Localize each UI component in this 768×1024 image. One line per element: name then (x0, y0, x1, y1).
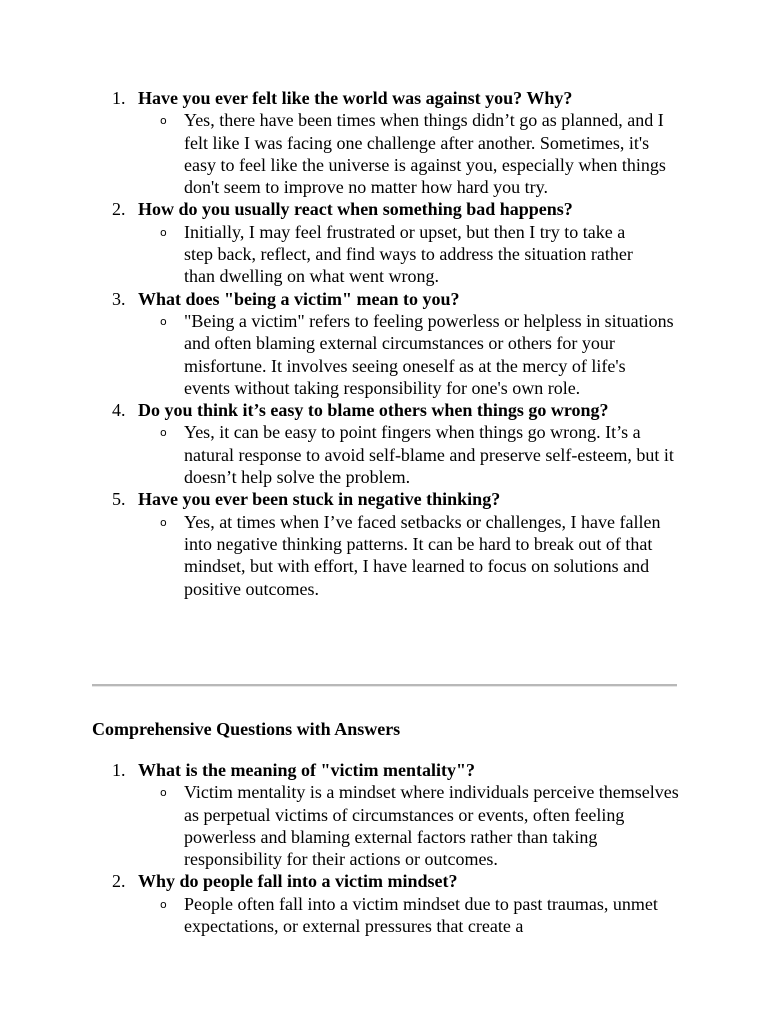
question-item-2 (0, 198, 768, 287)
question-number: 1. (112, 88, 126, 108)
question-number: 4. (112, 400, 126, 421)
bullet-icon: o (160, 897, 167, 911)
answer-text: Yes, at times when I’ve faced setbacks or challenges, I have fallen into negative thinking patterns. It can be hard to break out of that mindset, but with effort, I have learned to focus on solutions and positive outcomes. (184, 511, 661, 599)
answer-item (0, 310, 768, 399)
answer-item (0, 511, 768, 600)
answer-item (0, 109, 768, 198)
answer-text: Victim mentality is a mindset where individuals perceive themselves as perpetual victims of circumstances or events, often feeling powerless and blaming external factors rather than taking responsibility for their actions or outcomes. (184, 782, 679, 870)
question-list-intro (0, 87, 768, 600)
bullet-icon: o (160, 786, 167, 800)
question-number: 2. (112, 199, 126, 220)
bullet-icon: o (160, 426, 167, 440)
question-text: Have you ever been stuck in negative thinking? (138, 489, 501, 510)
bullet-icon: o (160, 114, 167, 128)
question-number: 1. (112, 760, 126, 780)
question-item-3 (0, 288, 768, 399)
question-text: Do you think it’s easy to blame others when things go wrong? (138, 400, 609, 421)
question-text: Why do people fall into a victim mindset? (138, 871, 458, 892)
answer-text: "Being a victim" refers to feeling powerless or helpless in situations and often blaming external circumstances or others for your misfortune. It involves seeing oneself as at the mercy of life's events without taking responsibility for one's own role. (184, 310, 674, 398)
answer-text: Yes, there have been times when things didn’t go as planned, and I felt like I was facing one challenge after another. Sometimes, it's easy to feel like the universe is against you, especially when things don't seem to improve no matter how hard you try. (184, 110, 666, 198)
question-number: 2. (112, 871, 126, 892)
answer-text: Initially, I may feel frustrated or upset, but then I try to take a step back, reflect, and find ways to address the situation rather than dwelling on what went wrong. (184, 221, 633, 287)
answer-item (0, 893, 768, 938)
question-item-5 (0, 488, 768, 599)
section-heading: Comprehensive Questions with Answers (92, 719, 401, 739)
question-item-1 (0, 87, 768, 198)
horizontal-divider (92, 684, 677, 687)
bullet-icon: o (160, 225, 167, 239)
answer-item (0, 421, 768, 488)
answer-text: People often fall into a victim mindset due to past traumas, unmet expectations, or external pressures that create a (184, 893, 658, 937)
question-text: Have you ever felt like the world was against you? Why? (138, 88, 573, 108)
question-text: What does "being a victim" mean to you? (138, 288, 460, 309)
question-text: What is the meaning of "victim mentality"? (138, 760, 475, 780)
bullet-icon: o (160, 515, 167, 529)
answer-item (0, 781, 768, 870)
question-item-4 (0, 399, 768, 488)
question-item-2 (0, 870, 768, 937)
question-item-1 (0, 759, 768, 870)
bullet-icon: o (160, 314, 167, 328)
question-number: 5. (112, 489, 126, 510)
question-text: How do you usually react when something bad happens? (138, 199, 573, 220)
question-list-comprehensive (0, 759, 768, 937)
question-number: 3. (112, 288, 126, 309)
answer-item (0, 221, 768, 288)
answer-text: Yes, it can be easy to point fingers when things go wrong. It’s a natural response to avoid self-blame and preserve self-esteem, but it doesn’t help solve the problem. (184, 422, 674, 488)
